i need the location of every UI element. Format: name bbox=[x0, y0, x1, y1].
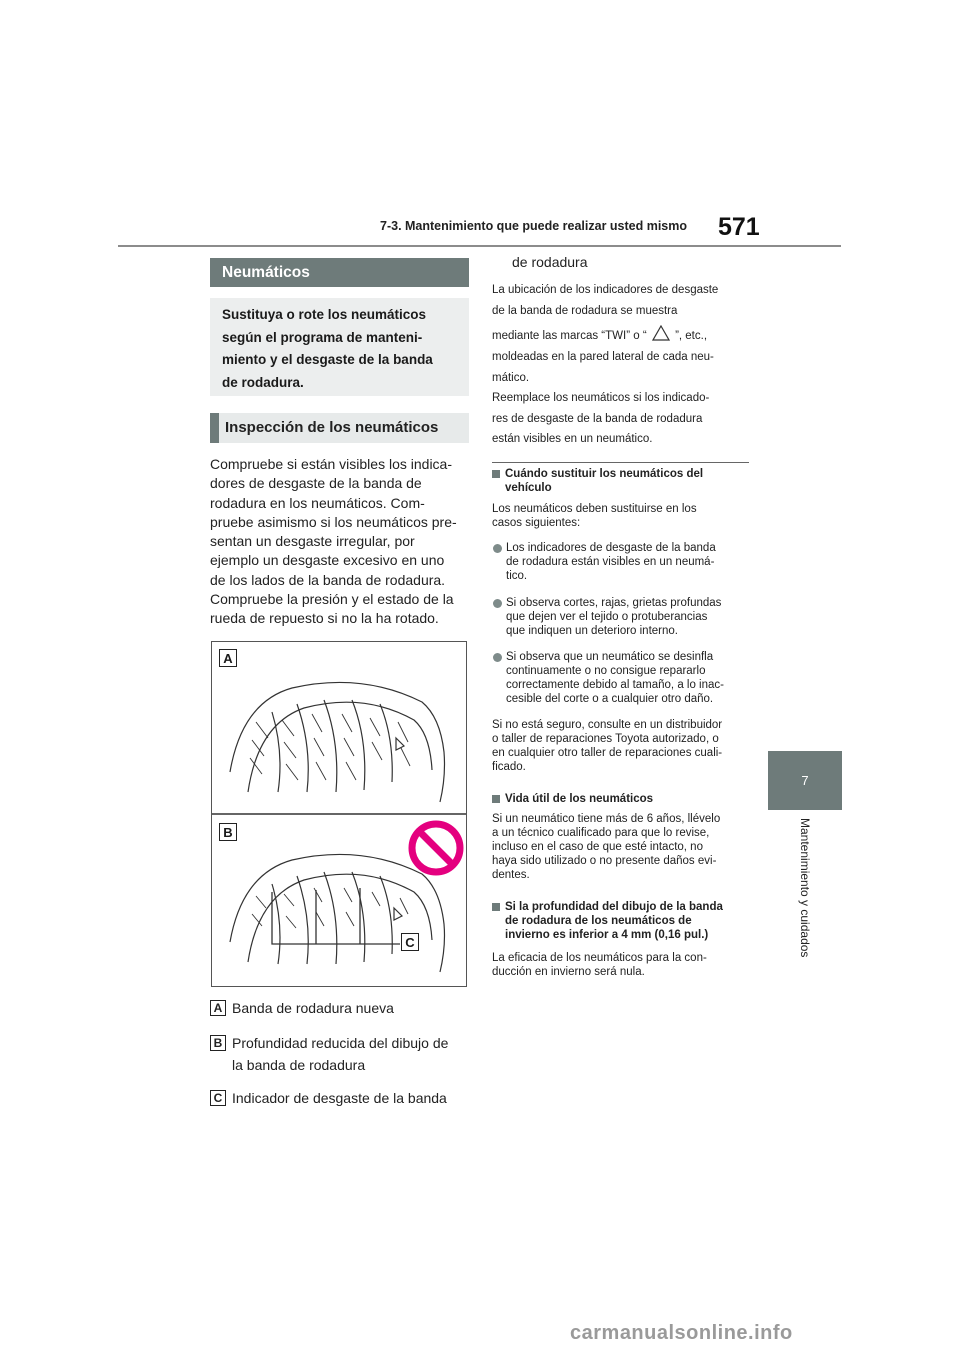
square-bullet-icon bbox=[492, 470, 500, 478]
heading-line: vehículo bbox=[505, 482, 552, 494]
paragraph-line: dores de desgaste de la banda de bbox=[210, 475, 422, 492]
intro-line: según el programa de manteni- bbox=[222, 329, 423, 345]
twi-mark-line bbox=[492, 321, 752, 347]
bullet-line: Si observa cortes, rajas, grietas profundas bbox=[506, 597, 722, 609]
twi-line: están visibles en un neumático. bbox=[492, 433, 653, 445]
legend-text-b-2: la banda de rodadura bbox=[232, 1057, 366, 1073]
paragraph-line: ejemplo un desgaste excesivo en uno bbox=[210, 552, 445, 569]
paragraph-line: sentan un desgaste irregular, por bbox=[210, 533, 415, 550]
circle-bullet-icon bbox=[493, 544, 502, 553]
twi-line: Reemplace los neumáticos si los indicado- bbox=[492, 392, 710, 404]
intro-line: de rodadura. bbox=[222, 374, 304, 390]
legend-text-a: Banda de rodadura nueva bbox=[232, 1000, 394, 1016]
section-header: 7-3. Mantenimiento que puede realizar usted mismo bbox=[380, 219, 688, 233]
square-bullet-icon bbox=[492, 795, 500, 803]
tire-worn-icon bbox=[230, 854, 445, 972]
body-line: Si un neumático tiene más de 6 años, llévelo bbox=[492, 813, 721, 825]
bullet-line: tico. bbox=[506, 570, 528, 582]
body-line: Los neumáticos deben sustituirse en los bbox=[492, 503, 697, 515]
paragraph-line: Compruebe la presión y el estado de la bbox=[210, 591, 454, 608]
figure-label-c: C bbox=[401, 933, 419, 951]
twi-line: mático. bbox=[492, 371, 530, 384]
twi-line: moldeadas en la pared lateral de cada neu- bbox=[492, 351, 714, 363]
section3-body bbox=[492, 951, 752, 979]
figure-label-b: B bbox=[219, 823, 237, 841]
paragraph-line: de los lados de la banda de rodadura. bbox=[210, 571, 446, 588]
section-divider bbox=[492, 462, 749, 463]
heading-line: Si la profundidad del dibujo de la banda bbox=[505, 901, 723, 913]
heading-line: Vida útil de los neumáticos bbox=[505, 793, 654, 805]
figure-label-a: A bbox=[219, 649, 237, 667]
circle-bullet-icon bbox=[493, 653, 502, 662]
circle-bullet-icon bbox=[493, 599, 502, 608]
paragraph-line: Compruebe si están visibles los indica- bbox=[210, 456, 452, 472]
bullet-line: que dejen ver el tejido o protuberancias bbox=[506, 611, 708, 623]
bullet-line: Si observa que un neumático se desinfla bbox=[506, 651, 714, 663]
section1-note bbox=[492, 718, 752, 774]
chapter-label-container bbox=[768, 818, 842, 988]
twi-line: de la banda de rodadura se muestra bbox=[492, 304, 678, 317]
bullet-item bbox=[492, 650, 752, 706]
bullet-line: cesible del corte o a cualquier otro daño. bbox=[506, 693, 714, 705]
bullet-item bbox=[492, 596, 752, 638]
section2-body bbox=[492, 812, 752, 882]
heading-line: invierno es inferior a 4 mm (0,16 pul.) bbox=[505, 929, 709, 941]
body-line: haya sido utilizado o no presente daños evi- bbox=[492, 855, 717, 867]
heading-line: de rodadura de los neumáticos de bbox=[505, 915, 692, 927]
page-number: 571 bbox=[718, 213, 760, 241]
section-heading-winter bbox=[492, 900, 752, 942]
legend-text-b-1: Profundidad reducida del dibujo de bbox=[232, 1035, 449, 1051]
note-line: o taller de reparaciones Toyota autorizado, o bbox=[492, 733, 719, 745]
bullet-item bbox=[492, 541, 752, 583]
bullet-line: correctamente debido al tamaño, a lo inac- bbox=[506, 679, 724, 691]
paragraph-line: rodadura en los neumáticos. Com- bbox=[210, 494, 425, 511]
tire-figure bbox=[211, 641, 467, 987]
square-bullet-icon bbox=[492, 903, 500, 911]
section1-body bbox=[492, 502, 752, 530]
paragraph-line: pruebe asimismo si los neumáticos pre- bbox=[210, 513, 457, 530]
bullet-line: que indiquen un deterioro interno. bbox=[506, 625, 678, 637]
heading-line: Cuándo sustituir los neumáticos del bbox=[505, 468, 704, 480]
body-line: casos siguientes: bbox=[492, 517, 581, 529]
chapter-tab: 7 bbox=[768, 751, 842, 810]
twi-paragraph bbox=[492, 280, 752, 450]
tire-new-icon bbox=[230, 682, 445, 802]
bullet-line: Los indicadores de desgaste de la banda bbox=[506, 542, 716, 554]
body-line: ducción en invierno será nula. bbox=[492, 966, 645, 978]
twi-line: res de desgaste de la banda de rodadura bbox=[492, 412, 703, 425]
tire-illustration bbox=[212, 642, 466, 986]
legend-key-a: A bbox=[210, 1000, 226, 1016]
body-line: a un técnico cualificado para que lo revise, bbox=[492, 827, 710, 839]
note-line: ficado. bbox=[492, 761, 526, 773]
chapter-label: Mantenimiento y cuidados bbox=[798, 818, 812, 958]
twi-line: La ubicación de los indicadores de desgaste bbox=[492, 284, 719, 296]
twi-line: mediante las marcas “TWI” o “ bbox=[492, 330, 647, 342]
paragraph-line: rueda de repuesto si no la ha rotado. bbox=[210, 610, 439, 627]
note-line: Si no está seguro, consulte en un distribuidor bbox=[492, 719, 723, 731]
section-title-bar: Neumáticos bbox=[210, 258, 469, 287]
watermark: carmanualsonline.info bbox=[570, 1322, 793, 1344]
header-rule bbox=[118, 245, 841, 247]
section-heading-lifespan bbox=[492, 792, 752, 806]
intro-box bbox=[210, 298, 469, 396]
body-line: La eficacia de los neumáticos para la con- bbox=[492, 952, 707, 964]
body-line: incluso en el caso de que esté intacto, no bbox=[492, 841, 703, 853]
intro-line: miento y el desgaste de la banda bbox=[222, 352, 433, 367]
intro-line: Sustituya o rote los neumáticos bbox=[222, 307, 427, 322]
inspection-paragraph bbox=[210, 455, 469, 629]
triangle-mark-icon bbox=[652, 325, 670, 341]
legend-key-b: B bbox=[210, 1035, 226, 1051]
legend-key-c: C bbox=[210, 1090, 226, 1106]
continued-text: de rodadura bbox=[512, 254, 588, 270]
prohibition-icon bbox=[412, 824, 460, 872]
bullet-line: continuamente o no consigue repararlo bbox=[506, 665, 706, 677]
twi-line: ”, etc., bbox=[675, 330, 708, 342]
section-heading-replace bbox=[492, 467, 752, 495]
body-line: dentes. bbox=[492, 869, 530, 881]
subsection-title: Inspección de los neumáticos bbox=[210, 413, 469, 443]
bullet-line: de rodadura están visibles en un neumá- bbox=[506, 556, 715, 568]
legend-text-c: Indicador de desgaste de la banda bbox=[232, 1090, 447, 1106]
note-line: en cualquier otro taller de reparaciones cuali- bbox=[492, 747, 723, 759]
